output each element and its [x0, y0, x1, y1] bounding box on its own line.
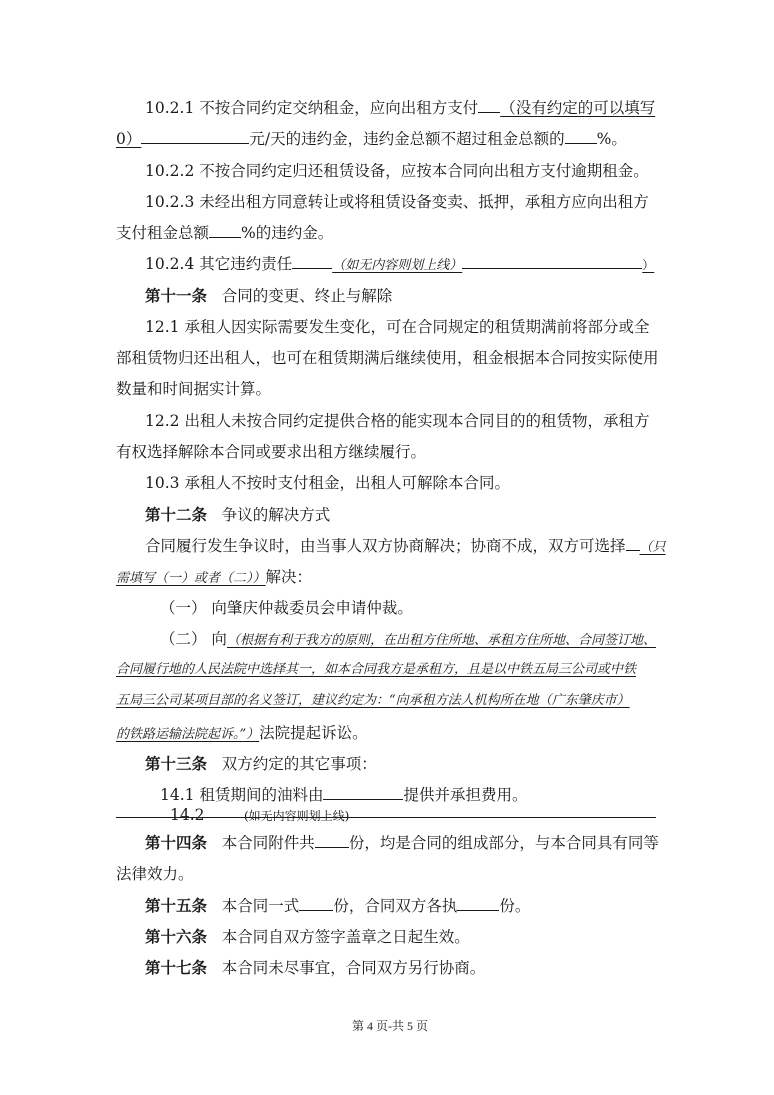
- article-17: [145, 957, 485, 979]
- clause-text: 法院提起诉讼。: [259, 724, 368, 742]
- clause-10-2-3-cont: [116, 222, 333, 244]
- clause-text: 支付租金总额: [116, 224, 210, 242]
- clause-12-2-cont: 有权选择解除本合同或要求出租方继续履行。: [116, 443, 427, 461]
- clause-text: %的违约金。: [241, 224, 334, 242]
- clause-12-2: 12.2 出租人未按合同约定提供合格的能实现本合同目的的租赁物，承租方: [145, 412, 650, 430]
- article-11-heading: [145, 285, 392, 307]
- clause-text: 本合同未尽事宜，合同双方另行协商。: [221, 959, 486, 977]
- option-2: [160, 628, 656, 652]
- article-number: 第十七条: [145, 958, 208, 977]
- clause-10-2-3: 10.2.3 未经出租方同意转让或将租赁设备变卖、抵押，承租方应向出租方: [145, 193, 649, 211]
- article-12-heading: [145, 504, 330, 526]
- clause-number: 14.2: [170, 806, 205, 824]
- clause-10-2-1-text: 10.2.1 不按合同约定交纳租金，应向出租方支付: [145, 99, 479, 117]
- blank-field[interactable]: [209, 222, 241, 238]
- clause-10-2-2: 10.2.2 不按合同约定归还租赁设备，应按本合同向出租方支付逾期租金。: [145, 162, 649, 180]
- blank-field[interactable]: [292, 253, 332, 269]
- article-number: 第十三条: [145, 754, 208, 773]
- clause-12-1-cont: 部租赁物归还出租人，也可在租赁期满后继续使用，租金根据本合同按实际使用: [116, 349, 659, 367]
- hint-text: （如无内容则划上线）: [332, 258, 463, 273]
- clause-10-2-1-cont: [116, 128, 627, 150]
- clause-14-2-fill-line[interactable]: [116, 817, 656, 818]
- article-number: 第十二条: [145, 505, 208, 524]
- option-2-hint-line2: 合同履行地的人民法院中选择其一，如本合同我方是承租方，且是以中铁五局三公司或中铁: [116, 662, 637, 677]
- clause-text: 本合同一式: [221, 897, 300, 915]
- article-14-cont: 法律效力。: [116, 865, 194, 883]
- clause-10-2-1-hint: （没有约定的可以填写: [500, 99, 656, 117]
- blank-field[interactable]: [626, 535, 640, 551]
- option-2-hint-line3: 五局三公司某项目部的名义签订，建议约定为：“向承租方法人机构所在地（广东肇庆市）: [116, 693, 630, 708]
- article-title: 争议的解决方式: [221, 506, 331, 524]
- blank-field[interactable]: [565, 128, 597, 144]
- clause-text: 份，合同双方各执: [333, 897, 458, 915]
- clause-text: 元/天的违约金，违约金总额不超过租金总额的: [249, 130, 565, 148]
- clause-text: 本合同附件共: [221, 834, 315, 852]
- article-14: [145, 832, 659, 854]
- blank-field[interactable]: [323, 784, 403, 800]
- article-number: 第十一条: [145, 286, 208, 305]
- clause-10-3: 10.3 承租人不按时支付租金，出租人可解除本合同。: [145, 474, 510, 492]
- clause-text: 10.2.4 其它违约责任: [145, 255, 293, 273]
- clause-text: 份。: [499, 897, 531, 915]
- article-number: 第十五条: [145, 896, 208, 915]
- page-number: 第 4 页-共 5 页: [352, 1019, 428, 1033]
- clause-text: 提供并承担费用。: [403, 786, 528, 804]
- article-number: 第十四条: [145, 833, 208, 852]
- clause-12-1-cont2: 数量和时间据实计算。: [116, 380, 272, 398]
- clause-text: 14.1 租赁期间的油料由: [160, 786, 324, 804]
- clause-text: 份，均是合同的组成部分，与本合同具有同等: [348, 834, 659, 852]
- clause-text: %。: [596, 130, 627, 148]
- clause-text: 解决：: [265, 568, 313, 586]
- clause-10-2-1: [145, 97, 655, 119]
- clause-text: 合同履行发生争议时，由当事人双方协商解决；协商不成，双方可选择: [145, 537, 626, 555]
- hint-text: 的铁路运输法院起诉。”）: [116, 727, 260, 742]
- blank-field[interactable]: [478, 97, 500, 113]
- dispute-paragraph: [145, 535, 666, 559]
- blank-field[interactable]: [315, 832, 349, 848]
- article-15: [145, 895, 530, 917]
- option-1: （一） 向肇庆仲裁委员会申请仲裁。: [160, 599, 413, 617]
- article-13-heading: [145, 753, 377, 775]
- clause-14-1: [160, 784, 527, 806]
- option-2-end: [116, 722, 368, 746]
- hint-text: (如无内容则划上线): [243, 809, 350, 823]
- blank-field[interactable]: [457, 895, 499, 911]
- clause-text: （二） 向: [160, 630, 227, 648]
- article-title: 双方约定的其它事项：: [221, 755, 377, 773]
- hint-text: （根据有利于我方的原则，在出租方住所地、承租方住所地、合同签订地、: [226, 633, 656, 648]
- dispute-paragraph-cont: [116, 566, 312, 590]
- clause-12-1: 12.1 承租人因实际需要发生变化，可在合同规定的租赁期满前将部分或全: [145, 318, 650, 336]
- hint-text: （只: [639, 540, 666, 555]
- blank-field[interactable]: [462, 253, 642, 269]
- clause-text: 本合同自双方签字盖章之日起生效。: [221, 928, 470, 946]
- hint-text: 需填写（一）或者（二））: [116, 571, 266, 586]
- article-number: 第十六条: [145, 927, 208, 946]
- blank-field[interactable]: [299, 895, 333, 911]
- article-title: 合同的变更、终止与解除: [221, 287, 393, 305]
- hint-tail: 0）: [116, 130, 142, 148]
- clause-14-2: [170, 804, 349, 827]
- blank-field[interactable]: [141, 128, 249, 144]
- clause-10-2-4: 10.2.4 其它违约责任 （如无内容则划上线） ）: [145, 255, 655, 273]
- article-16: [145, 926, 470, 948]
